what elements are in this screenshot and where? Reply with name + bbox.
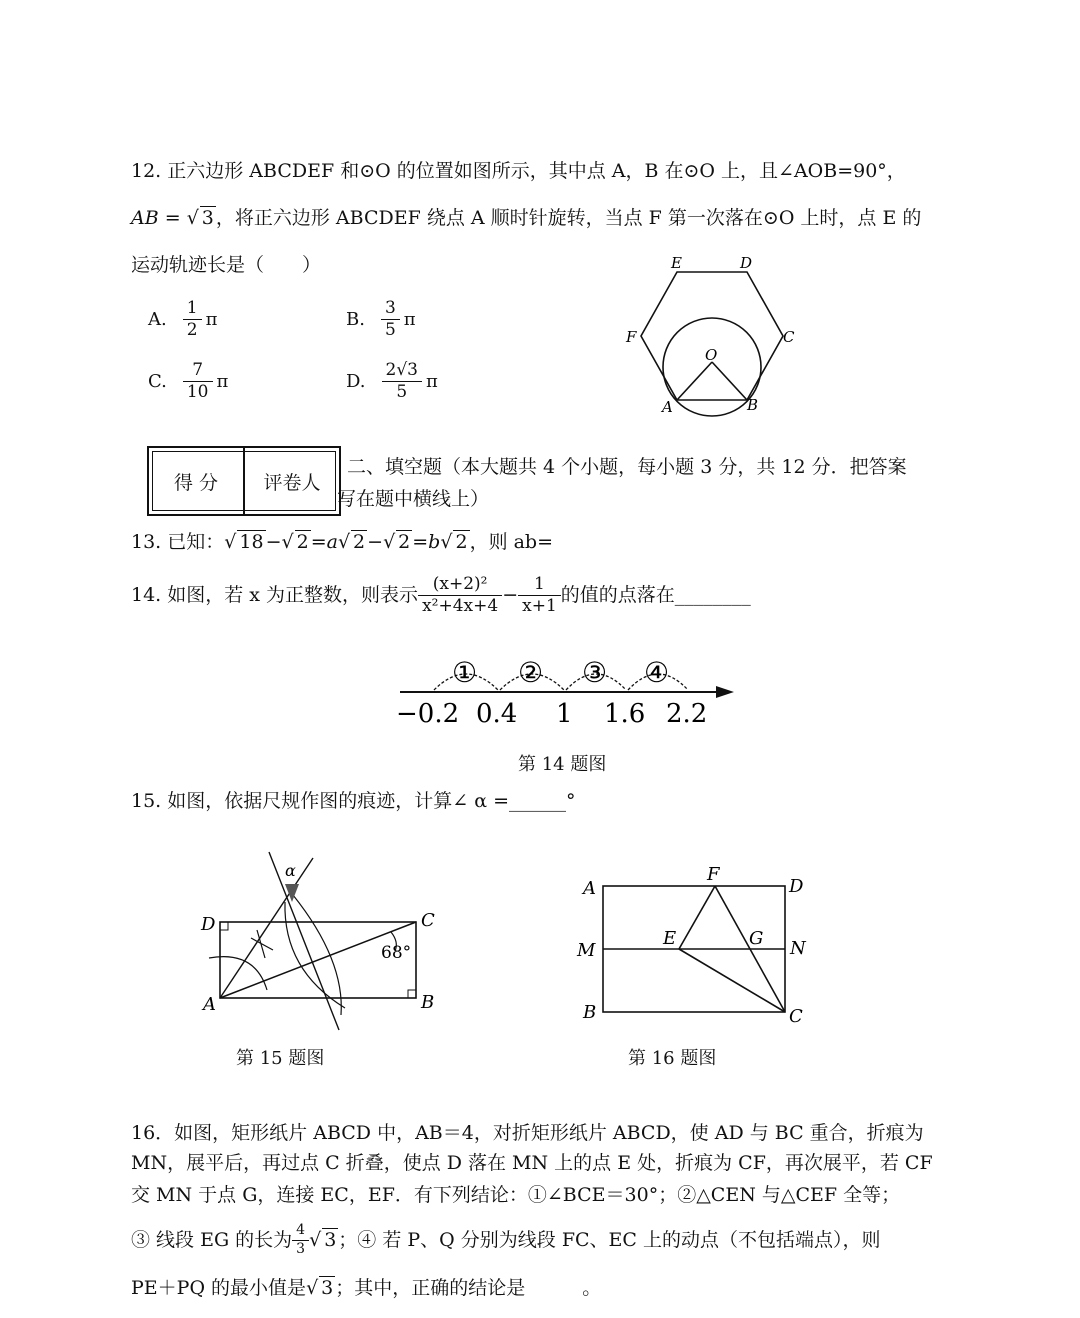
q14-prefix: 14. 如图，若 x 为正整数，则表示 [131, 584, 419, 607]
option-label: A. [148, 309, 167, 331]
q16-line4 [131, 1222, 881, 1258]
q14-caption: 第 14 题图 [518, 754, 607, 775]
segment-ec [679, 949, 785, 1012]
label-a: A [203, 994, 216, 1015]
q13-prefix: 13. 已知： [131, 531, 225, 553]
sqrt-3: 3 [324, 1229, 337, 1252]
option-label: D. [346, 371, 366, 393]
segment-ob [712, 362, 747, 400]
tick-label: 1 [556, 699, 573, 729]
construction-arc-2 [285, 902, 345, 1008]
label-c: C [783, 328, 795, 346]
section2-title-line1: 二、填空题（本大题共 4 个小题，每小题 3 分，共 12 分．把答案 [347, 456, 907, 478]
pi-symbol: π [216, 371, 229, 393]
sqrt-2: 2 [455, 531, 468, 553]
right-angle-b [408, 990, 416, 998]
q12-sqrt: 3 [201, 207, 214, 229]
option-c[interactable] [148, 360, 228, 404]
label-m: M [577, 940, 596, 961]
label-c: C [789, 1006, 803, 1027]
q15-text: 15. 如图，依据尺规作图的痕迹，计算∠ α =______° [131, 790, 576, 812]
q12-line2-b: ，将正六边形 ABCDEF 绕点 A 顺时针旋转，当点 F 第一次落在⊙O 上时，点 E 的 [215, 207, 922, 229]
label-d: D [740, 254, 753, 272]
grader-cell: 评卷人 [243, 448, 339, 514]
label-alpha: α [285, 861, 296, 880]
q16-line5: PE＋PQ 的最小值是√ 3 ；其中，正确的结论是 。 [131, 1277, 602, 1299]
minus-sign: − [265, 531, 282, 553]
hexagon [641, 272, 783, 400]
label-o: O [705, 346, 718, 364]
fraction-1: $\frac{\text{(x+2)²}}{\text{x²+4x+4}}$ [418, 574, 502, 618]
option-label: B. [346, 309, 365, 331]
label-f: F [707, 864, 720, 885]
score-cell: 得 分 [173, 471, 219, 494]
q14-line [131, 574, 751, 618]
tick-label: 0.4 [476, 699, 518, 729]
q16-line3: 交 MN 于点 G，连接 EC，EF．有下列结论：①∠BCE＝30°；②△CEN 与△CEF 全等； [131, 1184, 901, 1206]
label-b: B [583, 1002, 597, 1023]
fraction-4-3: $\frac{4}{3}$ [292, 1222, 309, 1258]
sqrt-2: 2 [353, 531, 366, 553]
label-c: C [421, 910, 435, 931]
fraction: $\frac{7}{10}$ [183, 360, 213, 404]
right-angle-d [220, 922, 228, 930]
label-b: B [421, 992, 435, 1013]
option-b[interactable] [346, 298, 416, 342]
arrow-head-icon [716, 686, 734, 698]
label-f: F [626, 328, 637, 346]
figure-15 [195, 850, 445, 1040]
q16-line1: 16．如图，矩形纸片 ABCD 中，AB＝4，对折矩形纸片 ABCD，使 AD 与 BC 重合，折痕为 [131, 1122, 924, 1144]
pi-symbol: π [425, 371, 438, 393]
construction-arc-1 [293, 895, 341, 1015]
q14-suffix: 的值的点落在________ [560, 584, 751, 607]
trace-line-1 [269, 852, 339, 1030]
sqrt-sign: √ [186, 207, 199, 229]
label-g: G [749, 928, 764, 949]
segment-label-4: ④ [644, 656, 670, 689]
label-d: D [789, 876, 804, 897]
minus-sign: − [502, 584, 519, 607]
construction-arc-3 [209, 957, 267, 990]
label-n: N [790, 938, 806, 959]
equals-a: =a [310, 531, 338, 553]
sqrt-2: 2 [296, 531, 309, 553]
segment-label-3: ③ [582, 656, 608, 689]
sqrt-2: 2 [398, 531, 411, 553]
label-e: E [671, 254, 682, 272]
sqrt-18: 18 [239, 531, 264, 553]
sqrt-sign: √ [309, 1228, 322, 1251]
tick-label: −0.2 [396, 699, 460, 729]
segment-label-2: ② [518, 656, 544, 689]
q12-line2-a: AB = [131, 207, 187, 229]
label-a: A [583, 878, 596, 899]
q13-suffix: ，则 ab= [469, 531, 554, 553]
q15-caption: 第 15 题图 [236, 1048, 325, 1069]
fraction: $\frac{3}{5}$ [381, 298, 400, 342]
figure-16 [575, 862, 815, 1032]
tick-label: 2.2 [666, 699, 708, 729]
fraction-2: $\frac{1}{x+1}$ [518, 574, 561, 618]
fraction: $\frac{1}{2}$ [183, 298, 202, 342]
label-a: A [662, 398, 673, 416]
tick-label: 1.6 [604, 699, 646, 729]
minus-sign: − [367, 531, 384, 553]
option-d[interactable] [346, 360, 438, 404]
hexagon-circle-figure [615, 250, 815, 420]
fraction: $\frac{2√3}{5}$ [382, 360, 422, 404]
q16-line5-b: ；其中，正确的结论是 。 [335, 1277, 602, 1299]
angle-68: 68° [381, 943, 412, 963]
section2-title-line2: 写在题中横线上） [337, 488, 490, 510]
label-e: E [663, 928, 677, 949]
q13-line: 13. 已知：√ 18 −√ 2 =a√ 2 −√ 2 =b√ 2 ，则 ab= [131, 531, 554, 553]
number-line-figure [390, 648, 750, 730]
sqrt-3: 3 [321, 1277, 334, 1299]
q16-caption: 第 16 题图 [628, 1048, 717, 1069]
pi-symbol: π [205, 309, 218, 331]
segment-oa [677, 362, 712, 400]
segment-fe [679, 886, 715, 949]
label-d: D [201, 914, 216, 935]
q12-line1: 12. 正六边形 ABCDEF 和⊙O 的位置如图所示，其中点 A，B 在⊙O 上，且∠AOB=90°， [131, 160, 906, 182]
segment-label-1: ① [452, 656, 478, 689]
q16-line4-a: ③ 线段 EG 的长为 [131, 1228, 293, 1251]
q16-line2: MN，展平后，再过点 C 折叠，使点 D 落在 MN 上的点 E 处，折痕为 CF，再次展平，若 CF [131, 1152, 933, 1174]
option-label: C. [148, 371, 167, 393]
equals-b: =b [412, 531, 441, 553]
q12-line3: 运动轨迹长是（ ） [131, 254, 322, 276]
option-a[interactable] [148, 298, 217, 342]
q16-line4-b: ；④ 若 P、Q 分别为线段 FC、EC 上的动点（不包括端点），则 [338, 1228, 881, 1251]
label-b: B [747, 396, 759, 414]
pi-symbol: π [403, 309, 416, 331]
q16-line5-a: PE＋PQ 的最小值是 [131, 1277, 307, 1299]
score-table [147, 446, 341, 516]
q12-line2 [131, 206, 921, 230]
